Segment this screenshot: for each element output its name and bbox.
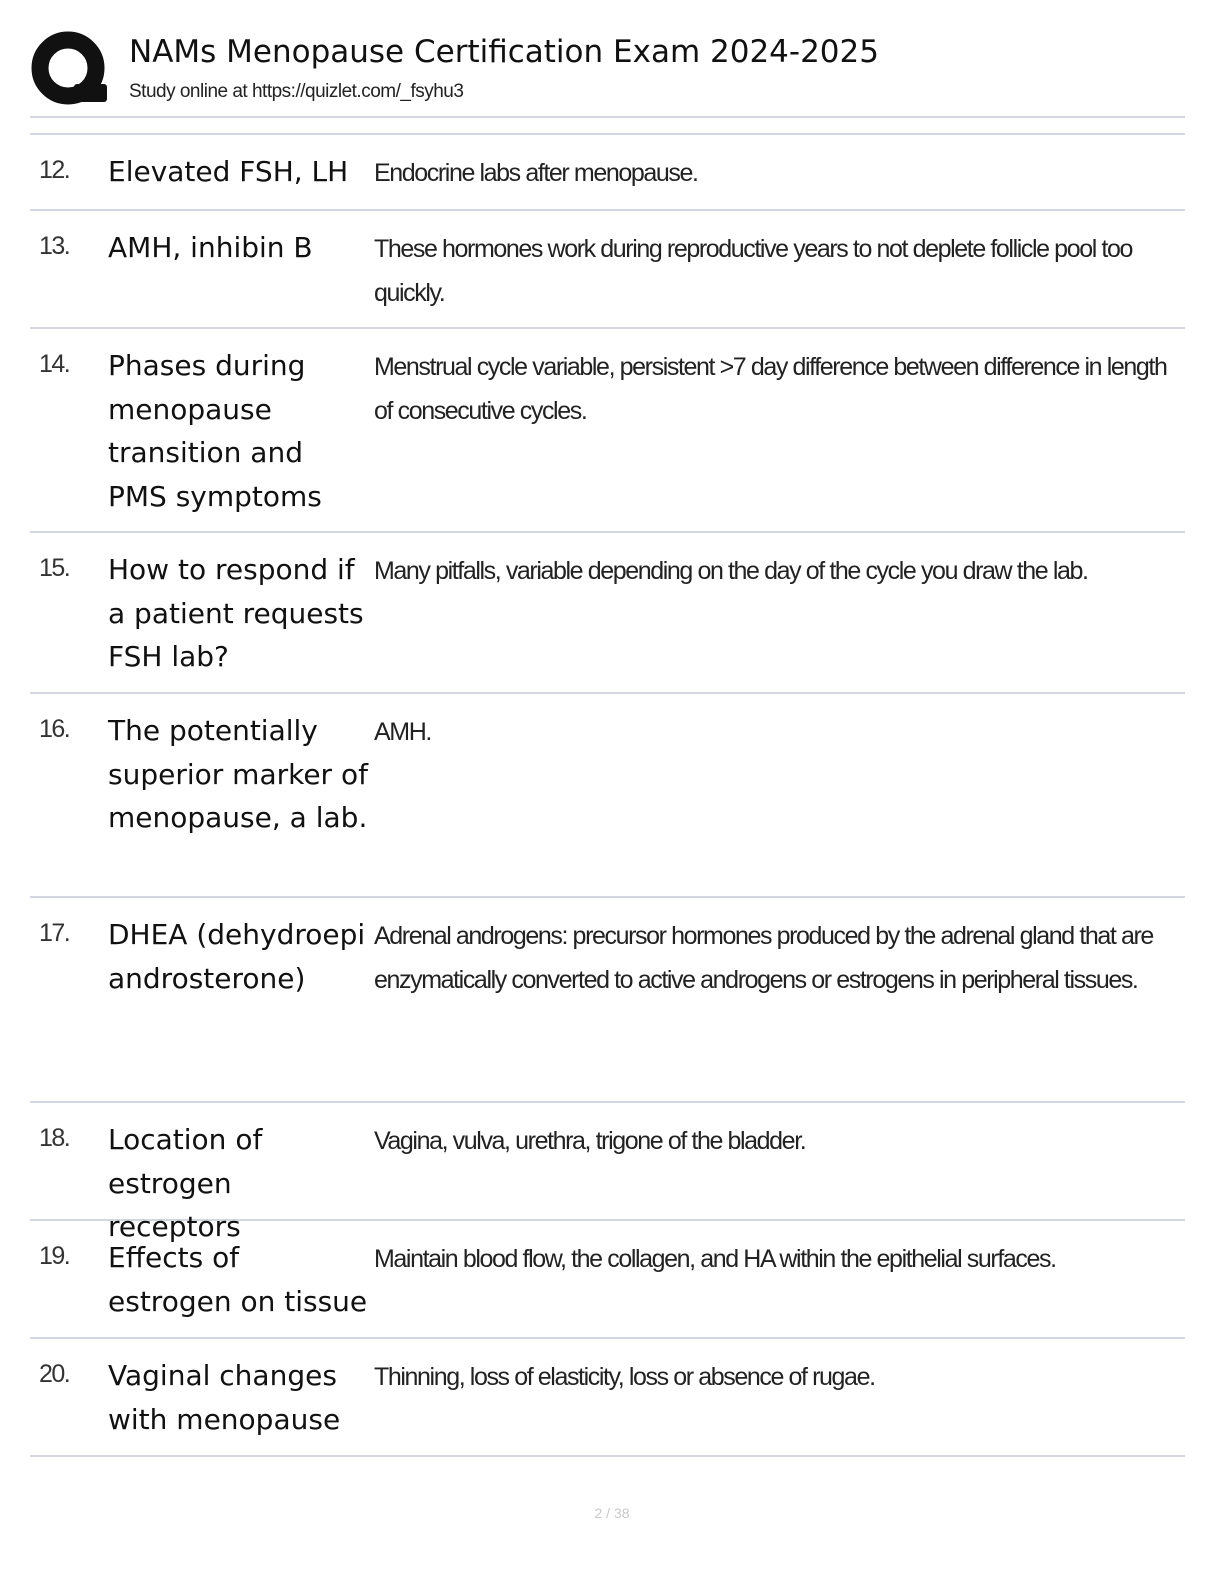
card-term: Vaginal changes with menopause [108, 1359, 341, 1436]
card-term: How to respond if a patient requests FSH lab? [108, 553, 364, 673]
flashcard-row [30, 694, 1185, 898]
card-number: 19. [39, 1242, 70, 1270]
card-definition: Menstrual cycle variable, persistent >7 day difference between difference in length of consecutive cycles. [374, 353, 1167, 425]
flashcard-row [30, 211, 1185, 329]
card-definition: These hormones work during reproductive years to not deplete follicle pool too quickly. [374, 235, 1132, 307]
quizlet-q-logo-icon [30, 30, 110, 110]
card-number: 18. [39, 1124, 70, 1152]
card-number: 13. [39, 232, 70, 260]
flashcard-row [30, 898, 1185, 1103]
card-term: DHEA (dehydroepiandrosterone) [108, 918, 366, 995]
page-header [30, 28, 1185, 118]
card-term: Phases during menopause transition and PMS symptoms [108, 349, 322, 513]
study-online-link[interactable]: Study online at https://quizlet.com/_fsyhu3 [129, 81, 464, 102]
flashcard-list [30, 133, 1185, 1457]
card-definition: Endocrine labs after menopause. [374, 159, 698, 187]
card-term: Elevated FSH, LH [108, 155, 349, 188]
flashcard-row [30, 1221, 1185, 1339]
page-title: NAMs Menopause Certification Exam 2024-2025 [129, 34, 879, 70]
card-definition: Maintain blood flow, the collagen, and HA within the epithelial surfaces. [374, 1245, 1056, 1273]
card-definition: Vagina, vulva, urethra, trigone of the bladder. [374, 1127, 806, 1155]
card-definition: Many pitfalls, variable depending on the day of the cycle you draw the lab. [374, 557, 1088, 585]
flashcard-row [30, 1339, 1185, 1457]
card-term: Location of estrogen receptors [108, 1123, 263, 1243]
card-definition: Adrenal androgens: precursor hormones produced by the adrenal gland that are enzymatically converted to active androgens or estrogens in peripheral tissues. [374, 922, 1153, 994]
card-number: 15. [39, 554, 70, 582]
card-definition: Thinning, loss of elasticity, loss or absence of rugae. [374, 1363, 875, 1391]
card-number: 12. [39, 156, 70, 184]
card-number: 14. [39, 350, 70, 378]
card-term: AMH, inhibin B [108, 231, 313, 264]
card-definition: AMH. [374, 718, 431, 746]
page-number: 2 / 38 [594, 1505, 630, 1521]
card-term: The potentially superior marker of menopause, a lab. [108, 714, 368, 834]
flashcard-row [30, 135, 1185, 211]
flashcard-row [30, 533, 1185, 694]
card-number: 20. [39, 1360, 70, 1388]
card-term: Effects of estrogen on tissue [108, 1241, 368, 1318]
card-number: 17. [39, 919, 70, 947]
card-number: 16. [39, 715, 70, 743]
flashcard-row [30, 329, 1185, 533]
flashcard-row [30, 1103, 1185, 1243]
